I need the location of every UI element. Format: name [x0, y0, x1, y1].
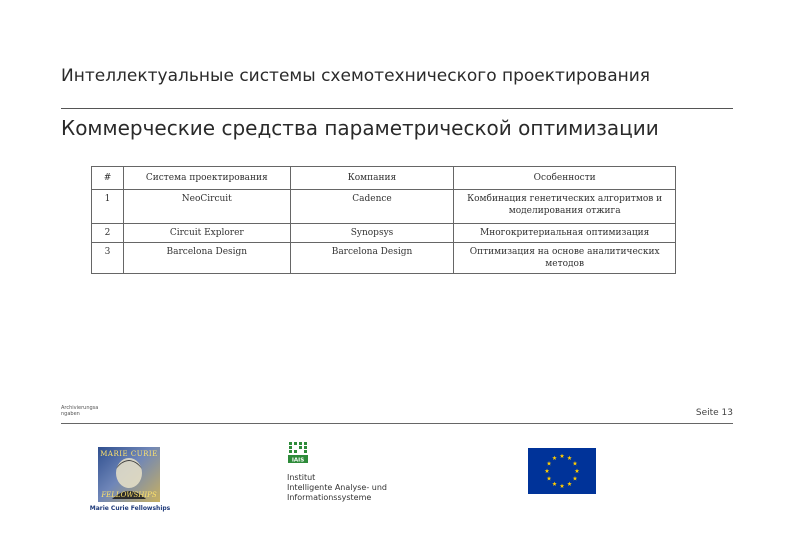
footer-divider — [61, 423, 733, 424]
eu-star-icon — [560, 484, 565, 488]
eu-star-icon — [552, 456, 557, 460]
marie-curie-logo — [98, 447, 160, 502]
cell-system: NeoCircuit — [123, 190, 290, 224]
slide-subtitle: Коммерческие средства параметрической оптимизации — [61, 116, 659, 140]
eu-star-icon — [573, 476, 578, 480]
cell-features: Комбинация генетических алгоритмов и моделирования отжига — [454, 190, 676, 224]
iais-institute-text — [287, 473, 387, 503]
page-number: Seite 13 — [695, 408, 733, 418]
eu-star-icon — [567, 482, 572, 486]
eu-star-icon — [575, 469, 580, 473]
column-header-features: Особенности — [454, 167, 676, 190]
cell-system: Circuit Explorer — [123, 224, 290, 243]
iais-logo-icon — [288, 441, 308, 463]
table-row — [92, 190, 676, 224]
cell-company: Barcelona Design — [290, 243, 454, 274]
marie-curie-caption: Marie Curie Fellowships — [89, 505, 171, 512]
cell-company: Cadence — [290, 190, 454, 224]
cell-features: Оптимизация на основе аналитических методов — [454, 243, 676, 274]
slide-title: Интеллектуальные системы схемотехнического проектирования — [61, 66, 651, 86]
eu-star-icon — [547, 476, 552, 480]
cell-company: Synopsys — [290, 224, 454, 243]
marie-curie-top-text: MARIE CURIE — [100, 450, 158, 458]
eu-star-icon — [573, 461, 578, 465]
cell-system: Barcelona Design — [123, 243, 290, 274]
eu-star-icon — [560, 454, 565, 458]
table-row — [92, 243, 676, 274]
cell-number: 1 — [92, 190, 124, 224]
iais-badge-text: IAIS — [291, 457, 305, 463]
eu-flag-icon — [528, 448, 596, 494]
eu-star-icon — [567, 456, 572, 460]
iais-line-1: Institut — [287, 473, 316, 482]
cell-number: 3 — [92, 243, 124, 274]
iais-line-2: Intelligente Analyse- und — [287, 483, 387, 492]
iais-line-3: Informationssysteme — [287, 493, 372, 502]
marie-curie-bottom-text: FELLOWSHIPS — [101, 491, 157, 499]
eu-flag-logo — [528, 448, 596, 494]
column-header-number: # — [92, 167, 124, 190]
column-header-system: Система проектирования — [123, 167, 290, 190]
eu-star-icon — [545, 469, 550, 473]
table-header-row — [92, 167, 676, 190]
eu-star-icon — [547, 461, 552, 465]
tools-table — [91, 166, 676, 274]
column-header-company: Компания — [290, 167, 454, 190]
table-row — [92, 224, 676, 243]
archive-label: Archivierungsangaben — [61, 405, 99, 417]
cell-features: Многокритериальная оптимизация — [454, 224, 676, 243]
eu-star-icon — [552, 482, 557, 486]
cell-number: 2 — [92, 224, 124, 243]
header-divider — [61, 108, 733, 109]
